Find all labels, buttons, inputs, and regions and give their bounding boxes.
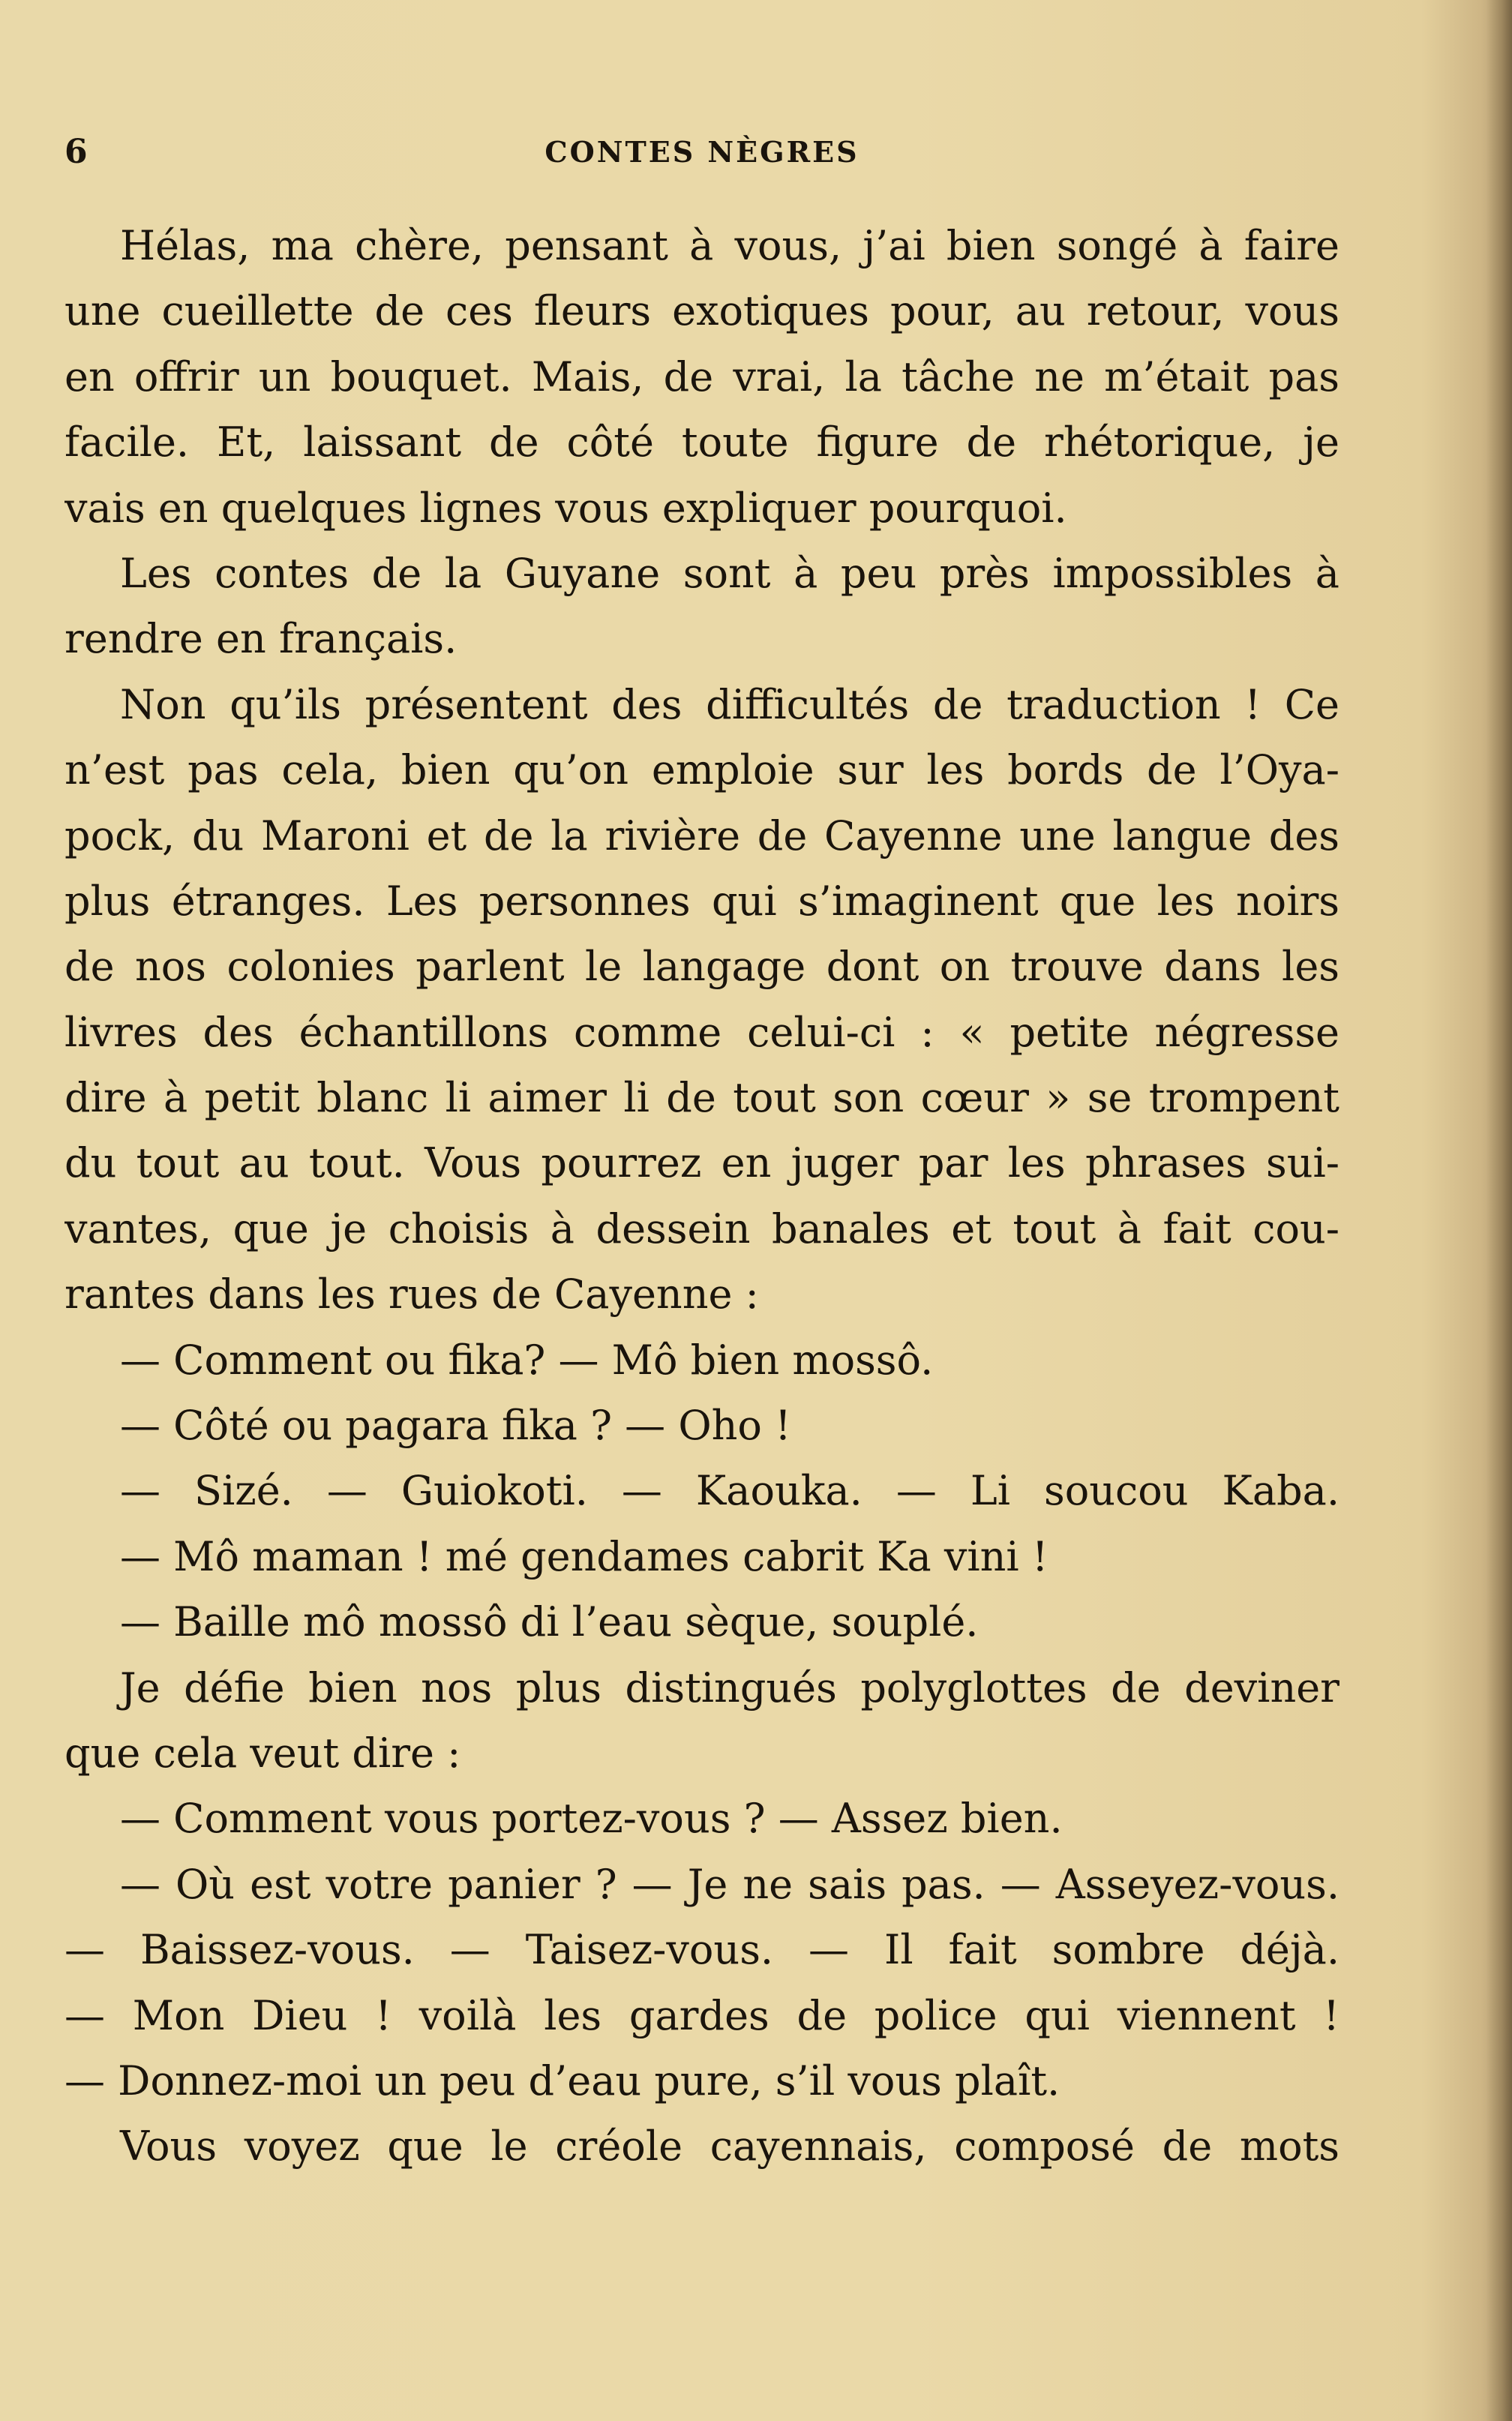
text-line: Vous voyez que le créole cayennais, composé de mots — [120, 2122, 1340, 2170]
running-title: CONTES NÈGRES — [544, 135, 860, 169]
text-line: Les contes de la Guyane sont à peu près impossibles à — [120, 549, 1340, 597]
text-line: pock, du Maroni et de la rivière de Cayenne une langue des — [64, 812, 1340, 860]
text-line: du tout au tout. Vous pourrez en juger par les phrases sui- — [64, 1139, 1340, 1187]
dialogue-line: — Baille mô mossô di l’eau sèque, souplé. — [120, 1598, 979, 1646]
dialogue-line: — Côté ou pagara fika ? — Oho ! — [120, 1402, 791, 1450]
page-edge-shadow — [1486, 0, 1512, 2421]
text-line: en offrir un bouquet. Mais, de vrai, la tâche ne m’était pas — [64, 352, 1340, 400]
dialogue-line: — Mon Dieu ! voilà les gardes de police qui viennent ! — [64, 1991, 1340, 2039]
text-line: vantes, que je choisis à dessein banales et tout à fait cou- — [64, 1204, 1340, 1252]
text-line: de nos colonies parlent le langage dont on trouve dans les — [64, 943, 1340, 991]
text-line: Non qu’ils présentent des difficultés de traduction ! Ce — [120, 680, 1340, 728]
dialogue-line: — Mô maman ! mé gendames cabrit Ka vini ! — [120, 1532, 1048, 1580]
text-line: livres des échantillons comme celui-ci : « petite négresse — [64, 1008, 1340, 1056]
text-line: vais en quelques lignes vous expliquer pourquoi. — [64, 484, 1067, 532]
body-text — [64, 213, 1340, 2180]
dialogue-line: — Comment vous portez-vous ? — Assez bien. — [120, 1795, 1063, 1843]
text-line: facile. Et, laissant de côté toute figure de rhétorique, je — [64, 418, 1340, 466]
text-line: que cela veut dire : — [64, 1729, 461, 1777]
page-header — [64, 126, 1340, 178]
text-line: Je défie bien nos plus distingués polyglottes de deviner — [120, 1664, 1340, 1712]
dialogue-line: — Baissez-vous. — Taisez-vous. — Il fait sombre déjà. — [64, 1926, 1340, 1974]
text-line: rendre en français. — [64, 615, 458, 663]
page-number: 6 — [64, 133, 88, 171]
text-line: n’est pas cela, bien qu’on emploie sur les bords de l’Oya- — [64, 746, 1340, 794]
text-line: Hélas, ma chère, pensant à vous, j’ai bien songé à faire — [120, 222, 1340, 269]
text-line: une cueillette de ces fleurs exotiques pour, au retour, vous — [64, 287, 1340, 335]
dialogue-line: — Sizé. — Guiokoti. — Kaouka. — Li soucou Kaba. — [120, 1467, 1340, 1515]
text-line: rantes dans les rues de Cayenne : — [64, 1270, 759, 1318]
dialogue-line: — Où est votre panier ? — Je ne sais pas. — Asseyez-vous. — [120, 1860, 1340, 1908]
dialogue-line: — Donnez-moi un peu d’eau pure, s’il vous plaît. — [64, 2056, 1060, 2104]
dialogue-line: — Comment ou fika? — Mô bien mossô. — [120, 1336, 934, 1384]
text-line: dire à petit blanc li aimer li de tout son cœur » se trompent — [64, 1074, 1340, 1122]
text-line: plus étranges. Les personnes qui s’imaginent que les noirs — [64, 877, 1340, 925]
